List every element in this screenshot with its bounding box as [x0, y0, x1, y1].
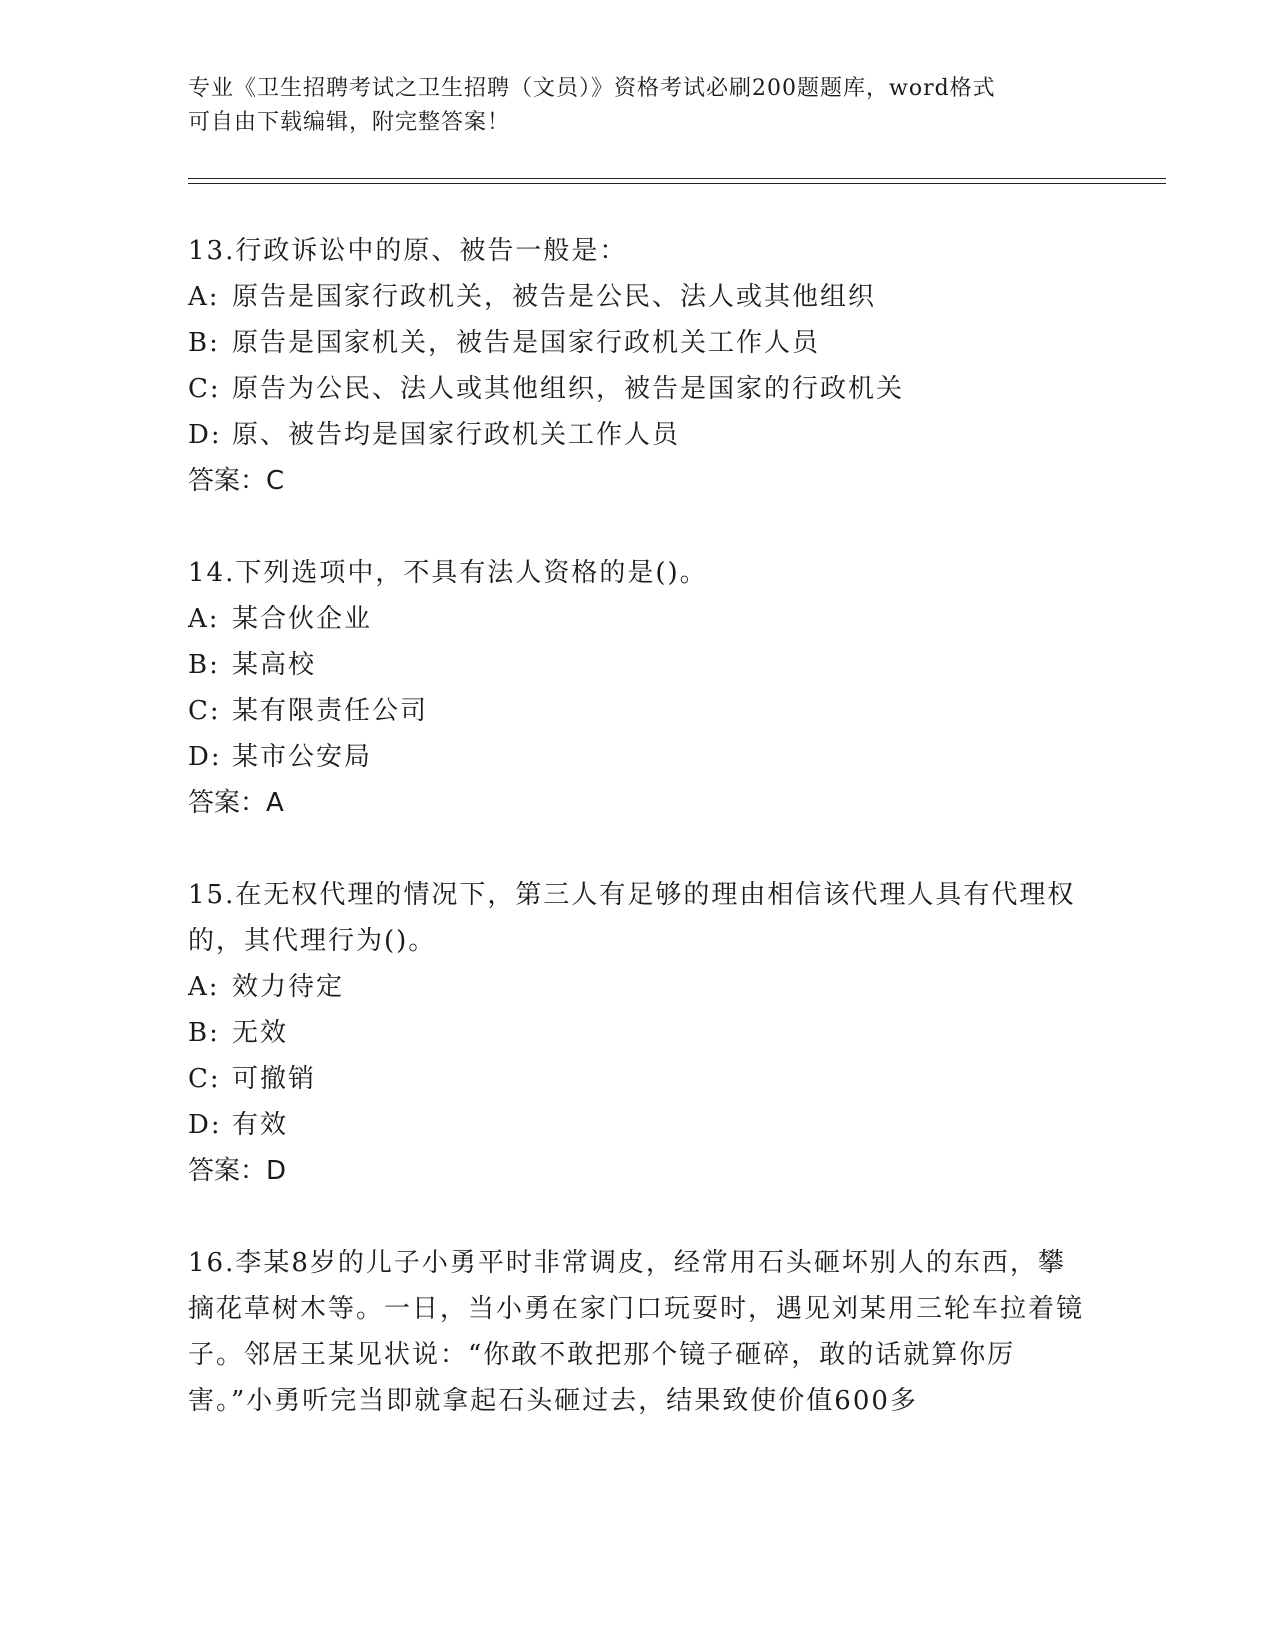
option-letter: D: — [188, 1110, 222, 1140]
option-d — [188, 734, 1088, 780]
question-stem: 15.在无权代理的情况下，第三人有足够的理由相信该代理人具有代理权的，其代理行为()。 — [188, 880, 1076, 956]
option-text: 原告是国家机关，被告是国家行政机关工作人员 — [232, 328, 821, 358]
option-c — [188, 688, 1088, 734]
option-letter: B: — [188, 328, 220, 358]
question-stem: 13.行政诉讼中的原、被告一般是： — [188, 236, 628, 266]
header-divider-top — [188, 178, 1166, 179]
option-text: 某有限责任公司 — [232, 696, 429, 726]
option-d — [188, 1102, 1088, 1148]
option-letter: C: — [188, 696, 221, 726]
option-a — [188, 274, 1088, 320]
document-header — [188, 72, 1068, 140]
answer-label: 答案：C — [188, 466, 285, 496]
question-stem: 14.下列选项中，不具有法人资格的是()。 — [188, 558, 708, 588]
option-text: 某市公安局 — [232, 742, 373, 772]
question-15 — [188, 872, 1088, 1194]
question-16 — [188, 1240, 1088, 1424]
option-a — [188, 596, 1088, 642]
answer-label: 答案：D — [188, 1156, 287, 1186]
question-list — [188, 228, 1088, 1470]
option-text: 某合伙企业 — [232, 604, 373, 634]
option-d — [188, 412, 1088, 458]
option-c — [188, 1056, 1088, 1102]
option-a — [188, 964, 1088, 1010]
option-letter: B: — [188, 1018, 220, 1048]
option-text: 原告是国家行政机关，被告是公民、法人或其他组织 — [232, 282, 877, 312]
option-letter: A: — [188, 282, 220, 312]
header-line-2: 可自由下载编辑，附完整答案！ — [188, 110, 511, 135]
option-b — [188, 320, 1088, 366]
option-text: 原告为公民、法人或其他组织，被告是国家的行政机关 — [232, 374, 905, 404]
option-text: 可撤销 — [232, 1064, 317, 1094]
option-letter: A: — [188, 972, 220, 1002]
option-letter: C: — [188, 374, 221, 404]
option-letter: C: — [188, 1064, 221, 1094]
option-letter: D: — [188, 420, 222, 450]
option-text: 有效 — [232, 1110, 289, 1140]
question-stem: 16.李某8岁的儿子小勇平时非常调皮，经常用石头砸坏别人的东西，攀摘花草树木等。一日，当小勇在家门口玩耍时，遇见刘某用三轮车拉着镜子。邻居王某见状说：“你敢不敢把那个镜子砸碎，敢的话就算你厉害。”小勇听完当即就拿起石头砸过去，结果致使价值600多 — [188, 1248, 1085, 1416]
option-text: 效力待定 — [232, 972, 345, 1002]
option-text: 某高校 — [232, 650, 317, 680]
option-b — [188, 1010, 1088, 1056]
option-text: 无效 — [232, 1018, 289, 1048]
header-divider-bottom — [188, 183, 1166, 184]
option-letter: A: — [188, 604, 220, 634]
option-letter: D: — [188, 742, 222, 772]
option-letter: B: — [188, 650, 220, 680]
question-13 — [188, 228, 1088, 504]
option-b — [188, 642, 1088, 688]
option-text: 原、被告均是国家行政机关工作人员 — [232, 420, 681, 450]
question-14 — [188, 550, 1088, 826]
option-c — [188, 366, 1088, 412]
answer-label: 答案：A — [188, 788, 284, 818]
header-line-1: 专业《卫生招聘考试之卫生招聘（文员）》资格考试必刷200题题库，word格式 — [188, 76, 996, 101]
